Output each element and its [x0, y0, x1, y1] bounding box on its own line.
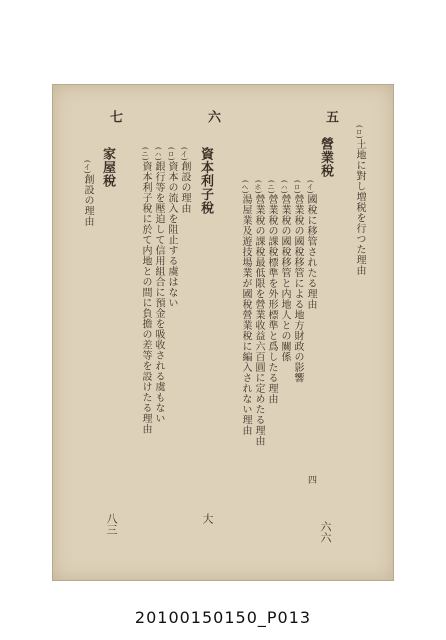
section-number-5: 五 [323, 110, 338, 123]
image-caption: 20100150150_P013 [134, 608, 312, 627]
section-number-7: 七 [107, 110, 122, 123]
item-5-3: (ハ)營業稅の國稅移管と内地人との關係 [279, 180, 290, 362]
section-title-6: 資本利子稅 [198, 147, 213, 215]
item-5-5: (ホ)營業稅の課稅最低限を營業收益六百圓に定めたる理由 [253, 180, 264, 446]
item-5-1: (イ)國稅に移管されたる理由 [305, 180, 316, 310]
item-5-2: (ロ)營業稅の國稅移管による地方財政の影響 [292, 180, 303, 383]
item-7-1: (イ)創設の理由 [82, 160, 93, 227]
page-number: 四 [306, 475, 316, 484]
document-page [52, 84, 394, 581]
section-title-5: 營業稅 [318, 137, 333, 178]
item-6-4: (ニ)資本利子稅に於て内地との間に負擔の差等を設けたる理由 [140, 147, 151, 434]
page-ref-6: 大 [201, 513, 214, 524]
item-6-2: (ロ)資本の流入を阻止する虞はない [166, 147, 177, 308]
item-6-1: (イ)創設の理由 [179, 147, 190, 214]
page-ref-5: 六六 [319, 521, 332, 543]
item-6-3: (ハ)銀行等を壓迫して信用組合に預金を吸收される虞もない [153, 147, 164, 424]
item-5-6: (ヘ)湯屋業及遊技場業が國稅營業稅に編入されない理由 [240, 180, 251, 436]
item-5-4: (ニ)營業稅の課稅標準を外形標準と爲したる理由 [266, 180, 277, 404]
intro-line: (ロ)土地に對し増税を行つた理由 [354, 125, 365, 276]
section-title-7: 家屋稅 [100, 147, 115, 188]
page-ref-7: 八三 [105, 513, 118, 535]
section-number-6: 六 [205, 110, 220, 123]
